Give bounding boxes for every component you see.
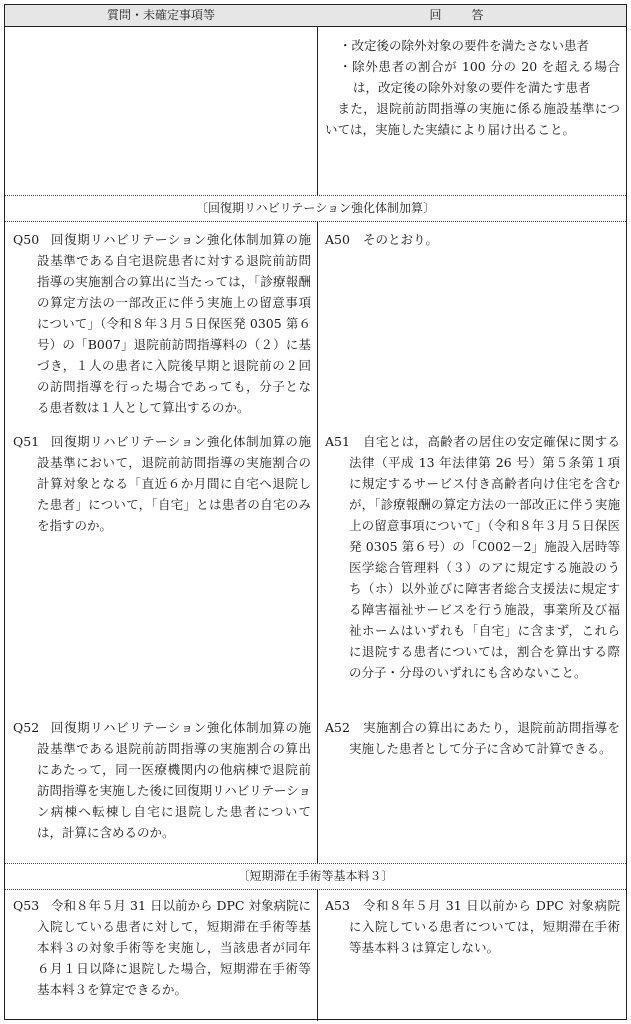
answer-text: 自宅とは，高齢者の居住の安定確保に関する法律（平成 13 年法律第 26 号）第５条第１項に規定するサービス付き高齢者向け住宅を含むが，「診療報酬の算定方法の一部改正に伴う実施上の留意事項について」（令和８年３月５日保医発 0305 第６号）の「C002－2」施設入居時等医学総合管理料（３）のアに規定する施設のうち（ホ）以外並びに障害者総合支援法に規定する障害福祉サービスを行う施設，事業所及び福祉ホームはいずれも「自宅」に含まず，これらに退院する患者については，割合を算出する際の分子・分母のいずれにも含めないこと。 [349,434,620,680]
answer-label: A50 [325,232,350,247]
answer-label: A52 [325,720,350,735]
answer-text: 実施割合の算出にあたり，退院前訪問指導を実施した患者として分子に含めて計算できる。 [349,720,620,756]
continued-answer [325,35,620,140]
answer-a52 [325,717,620,759]
answer-label: A53 [325,898,350,913]
answer-text: 令和８年５月 31 日以前から DPC 対象病院に入院している患者については，短期滞在手術等基本料３は算定しない。 [349,898,620,955]
table-header [5,5,626,27]
question-column-header: 質問・未確定事項等 [106,8,215,22]
question-label: Q50 [13,232,40,247]
answer-a50 [325,229,620,250]
question-q50 [13,229,311,418]
qa-table [4,4,627,1020]
question-text: 令和８年５月 31 日以前から DPC 対象病院に入院している患者に対して，短期滞在手術等基本料３の対象手術等を実施し，当該患者が同年６月１日以降に退院した場合，短期滞在手術等基本料３を算定できるか。 [37,898,311,997]
answer-column-header: 回答 [429,8,514,22]
answer-label: A51 [325,434,350,449]
question-text: 回復期リハビリテーション強化体制加算の施設基準である退院前訪問指導の実施割合の算出にあたって，同一医療機関内の他病棟で退院前訪問指導を実施した後に回復期リハビリテーション病棟へ転棟し自宅に退院した患者については，計算に含めるのか。 [37,720,311,840]
answer-bullet: ・改定後の除外対象の要件を満たさない患者 [339,38,590,53]
section-title: 〔回復期リハビリテーション強化体制加算〕 [196,201,435,215]
question-label: Q52 [13,720,40,735]
answer-note: また，退院前訪問指導の実施に係る施設基準については，実施した実績により届け出ること。 [325,101,620,137]
question-label: Q53 [13,898,40,913]
section-divider [5,889,626,890]
question-label: Q51 [13,434,40,449]
column-divider [317,27,318,195]
question-text: 回復期リハビリテーション強化体制加算の施設基準において，退院前訪問指導の実施割合の計算対象となる「直近６か月間に自宅へ退院した患者」について，「自宅」とは患者の自宅のみを指すのか。 [37,434,311,533]
answer-text: そのとおり。 [363,232,439,247]
section-divider [5,221,626,222]
question-q52 [13,717,311,843]
question-q53 [13,895,311,1000]
section-title: 〔短期滞在手術等基本料３〕 [237,869,394,883]
column-divider [317,221,318,863]
question-q51 [13,431,311,536]
answer-a51 [325,431,620,683]
answer-bullet: ・除外患者の割合が 100 分の 20 を超える場合は，改定後の除外対象の要件を満たす患者 [339,59,620,95]
answer-a53 [325,895,620,958]
question-text: 回復期リハビリテーション強化体制加算の施設基準である自宅退院患者に対する退院前訪問指導の実施割合の算出に当たっては，「診療報酬の算定方法の一部改正に伴う実施上の留意事項について」（令和８年３月５日保医発 0305 第６号）の「B007」退院前訪問指導料の（２）に基づき，１人の患者に入院後早期と退院前の２回の訪問指導を行った場合であっても，分子となる患者数は１人として算出するのか。 [37,232,311,415]
column-divider [317,889,318,1021]
